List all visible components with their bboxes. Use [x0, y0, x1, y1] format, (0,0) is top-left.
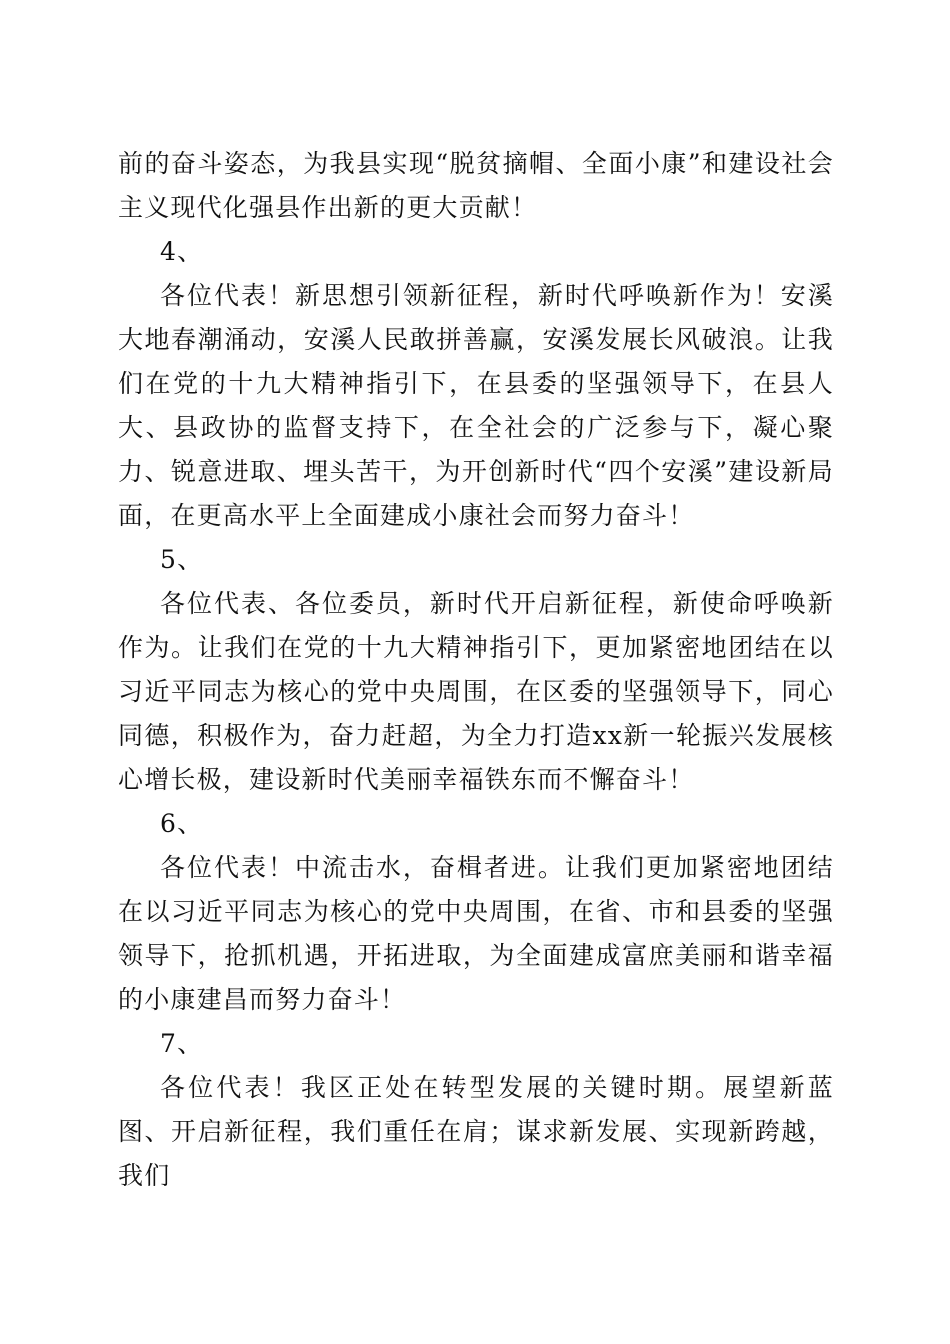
section-number-6: 6、 — [160, 809, 204, 838]
section-number-7: 7、 — [160, 1029, 204, 1058]
paragraph-7: 各位代表！我区正处在转型发展的关键时期。展望新蓝图、开启新征程，我们重任在肩；谋求新发展、实现新跨越，我们 — [118, 1073, 834, 1190]
paragraph-6: 各位代表！中流击水，奋楫者进。让我们更加紧密地团结在以习近平同志为核心的党中央周围，在省、市和县委的坚强领导下，抢抓机遇，开拓进取，为全面建成富庶美丽和谐幸福的小康建昌而努力奋斗！ — [118, 853, 834, 1014]
section-number-4: 4、 — [160, 237, 204, 266]
paragraph-5: 各位代表、各位委员，新时代开启新征程，新使命呼唤新作为。让我们在党的十九大精神指引下，更加紧密地团结在以习近平同志为核心的党中央周围，在区委的坚强领导下，同心同德，积极作为，奋力赶超，为全力打造xx新一轮振兴发展核心增长极，建设新时代美丽幸福铁东而不懈奋斗！ — [118, 589, 834, 794]
paragraph-4: 各位代表！新思想引领新征程，新时代呼唤新作为！安溪大地春潮涌动，安溪人民敢拼善赢，安溪发展长风破浪。让我们在党的十九大精神指引下，在县委的坚强领导下，在县人大、县政协的监督支持下，在全社会的广泛参与下，凝心聚力、锐意进取、埋头苦干，为开创新时代“四个安溪”建设新局面，在更高水平上全面建成小康社会而努力奋斗！ — [118, 281, 834, 530]
paragraph-continuation: 前的奋斗姿态，为我县实现“脱贫摘帽、全面小康”和建设社会主义现代化强县作出新的更大贡献！ — [118, 149, 834, 222]
document-page — [118, 142, 834, 1198]
section-number-5: 5、 — [160, 545, 204, 574]
